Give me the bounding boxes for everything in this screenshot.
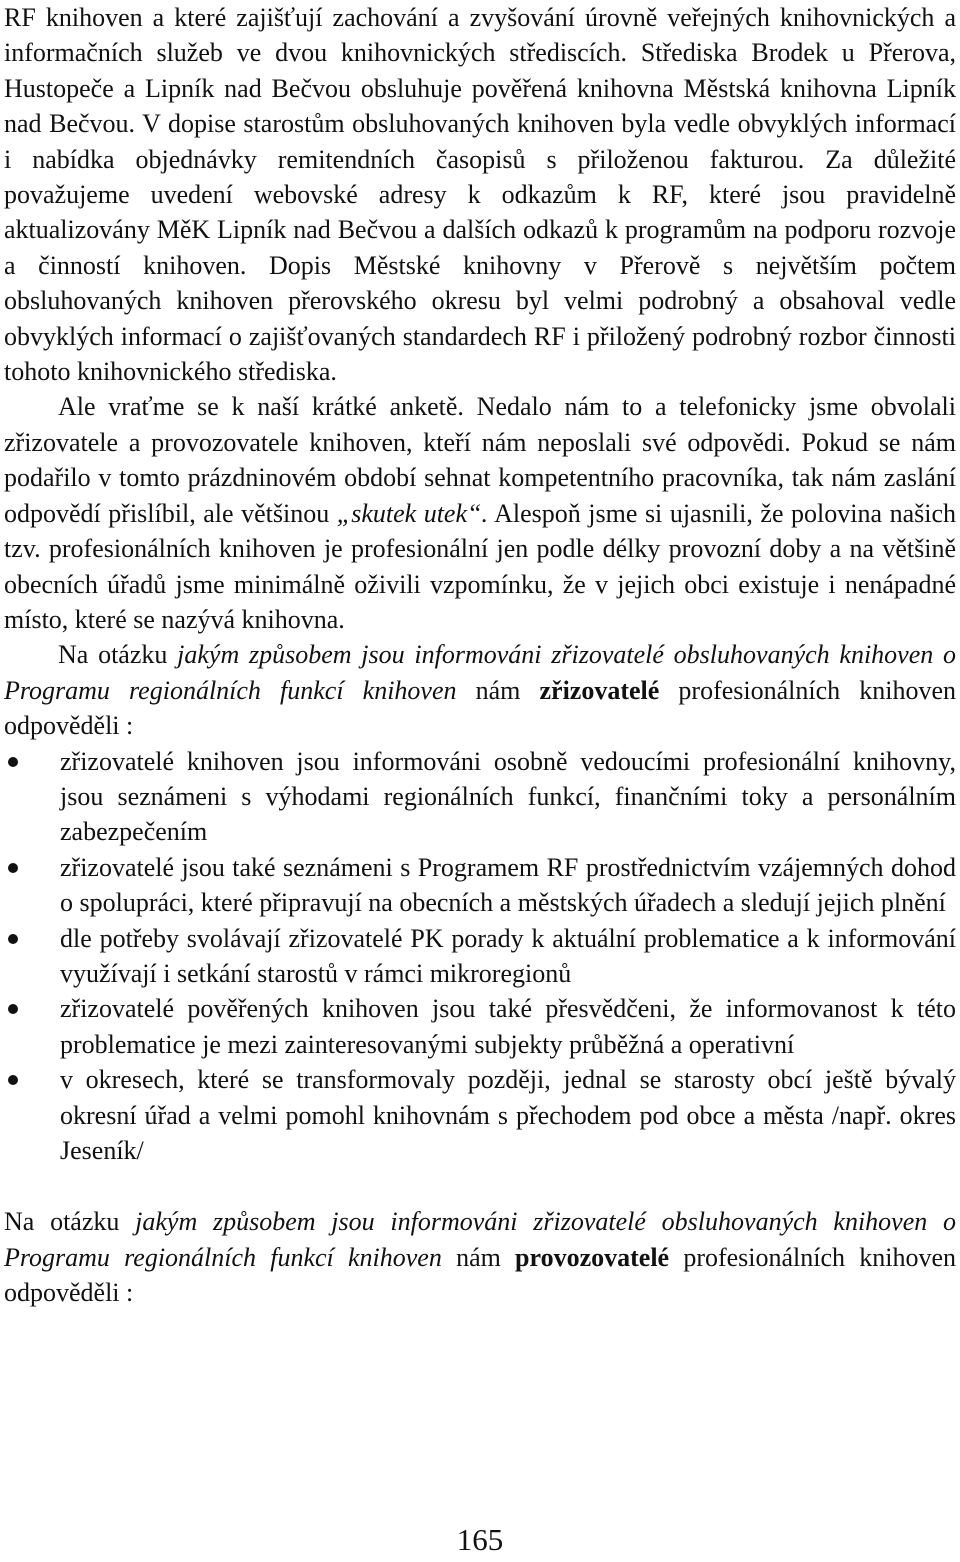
page-number: 165 xyxy=(456,1522,504,1557)
bullet-icon xyxy=(8,1075,18,1085)
body-text xyxy=(4,0,956,1311)
paragraph-question-founders xyxy=(4,637,956,743)
intro-sentence-1: RF knihoven a které zajišťují zachování a zvyšování úrovně veřejných knihovnických a informačních služeb ve dvou knihovnických střediscích. Střediska Brodek u Přerova, Hustopeče a Lipník nad Bečvou obsluhuje pověřená knihovna Městská knihovna Lipník nad Bečvou. xyxy=(4,3,956,139)
survey-sentence-4: Alespoň jsme si ujasnili, že polovina našich tzv. xyxy=(4,498,956,564)
intro-sentence-3: Za důležité považujeme uvedení webovské adresy k odkazům k RF, které jsou pravidelně aktualizovány MěK Lipník nad Bečvou a dalších odkazů k programům na podporu rozvoje a činností knihoven. xyxy=(4,144,956,280)
bullet-icon xyxy=(8,757,18,767)
list-item-text: zřizovatelé pověřených knihoven jsou také přesvědčeni, že informovanost k této problematice je mezi zainteresovanými subjekty průběžná a operativní xyxy=(60,994,956,1059)
document-page xyxy=(4,0,956,1311)
question-mid: nám xyxy=(456,1242,501,1272)
question-tail: profesionálních knihoven odpověděli : xyxy=(4,1242,957,1308)
question-subject: provozovatelé xyxy=(515,1242,670,1272)
list-item xyxy=(4,744,956,850)
paragraph-question-operators xyxy=(4,1204,956,1310)
question-tail: profesionálních knihoven odpověděli : xyxy=(4,675,957,741)
survey-sentence-5: profesionálních knihoven je profesionální jen podle délky provozní doby a na většině obecních úřadů jsme minimálně oživili vzpomínku, že v jejich obci existuje i nenápadné místo, které se nazývá knihovna. xyxy=(4,534,956,634)
paragraph-intro xyxy=(4,0,956,389)
list-item xyxy=(4,991,956,1062)
list-item-text: v okresech, které se transformovaly později, jednal se starosty obcí ještě bývalý okresní úřad a velmi pomohl knihovnám s přechodem pod obce a města /např. okres Jeseník/ xyxy=(60,1065,956,1165)
list-item xyxy=(4,850,956,921)
intro-sentence-4: Dopis Městské knihovny v Přerově s největším počtem obsluhovaných knihoven přerovského okresu byl velmi podrobný a obsahoval vedle obvyklých informací o zajišťovaných standardech RF i přiložený podrobný rozbor činnosti tohoto knihovnického střediska. xyxy=(4,250,956,387)
list-item-text: zřizovatelé jsou také seznámeni s Programem RF prostřednictvím vzájemných dohod o spolupráci, které připravují na obecních a městských úřadech a sledují jejich plnění xyxy=(60,852,956,918)
paragraph-survey xyxy=(4,389,956,637)
list-item-text: zřizovatelé knihoven jsou informováni osobně vedoucími profesionální knihovny, jsou seznámeni s výhodami regionálních funkcí, finančními toky a personálním zabezpečením xyxy=(60,746,956,847)
question-text: jakým způsobem jsou informováni zřizovatelé obsluhovaných knihoven o Programu regionálních funkcí knihoven xyxy=(4,1207,957,1272)
list-item-text: dle potřeby svolávají zřizovatelé PK porady k aktuální problematice a k informování využívají i setkání starostů v rámci mikroregionů xyxy=(60,923,956,988)
bullet-icon xyxy=(8,934,18,944)
list-item xyxy=(4,1062,956,1168)
survey-sentence-1: Ale vraťme se k naší krátké anketě. xyxy=(58,392,464,422)
question-mid: nám xyxy=(475,675,521,705)
intro-sentence-2: V dopise starostům obsluhovaných knihoven byla vedle obvyklých informací i nabídka objednávky remitendních časopisů s přiloženou fakturou. xyxy=(4,109,956,174)
answer-list xyxy=(4,744,956,1169)
question-subject: zřizovatelé xyxy=(539,675,660,705)
question-text: jakým způsobem jsou informováni zřizovatelé obsluhovaných knihoven o Programu regionálních funkcí knihoven xyxy=(4,640,957,705)
paragraph-spacer xyxy=(4,1168,956,1204)
question-lead: Na otázku xyxy=(4,1207,120,1237)
bullet-icon xyxy=(8,1004,18,1014)
question-lead: Na otázku xyxy=(58,640,168,670)
survey-quote: „skutek utek“. xyxy=(336,498,488,528)
bullet-icon xyxy=(8,863,18,873)
survey-sentence-3: Pokud se nám podařilo v tomto prázdninovém období sehnat kompetentního pracovníka, tak nám zaslání odpovědí přislíbil, ale většinou xyxy=(4,427,956,528)
list-item xyxy=(4,921,956,992)
survey-sentence-2: Nedalo nám to a telefonicky jsme obvolali zřizovatele a provozovatele knihoven, kteří nám neposlali své odpovědi. xyxy=(4,392,957,457)
